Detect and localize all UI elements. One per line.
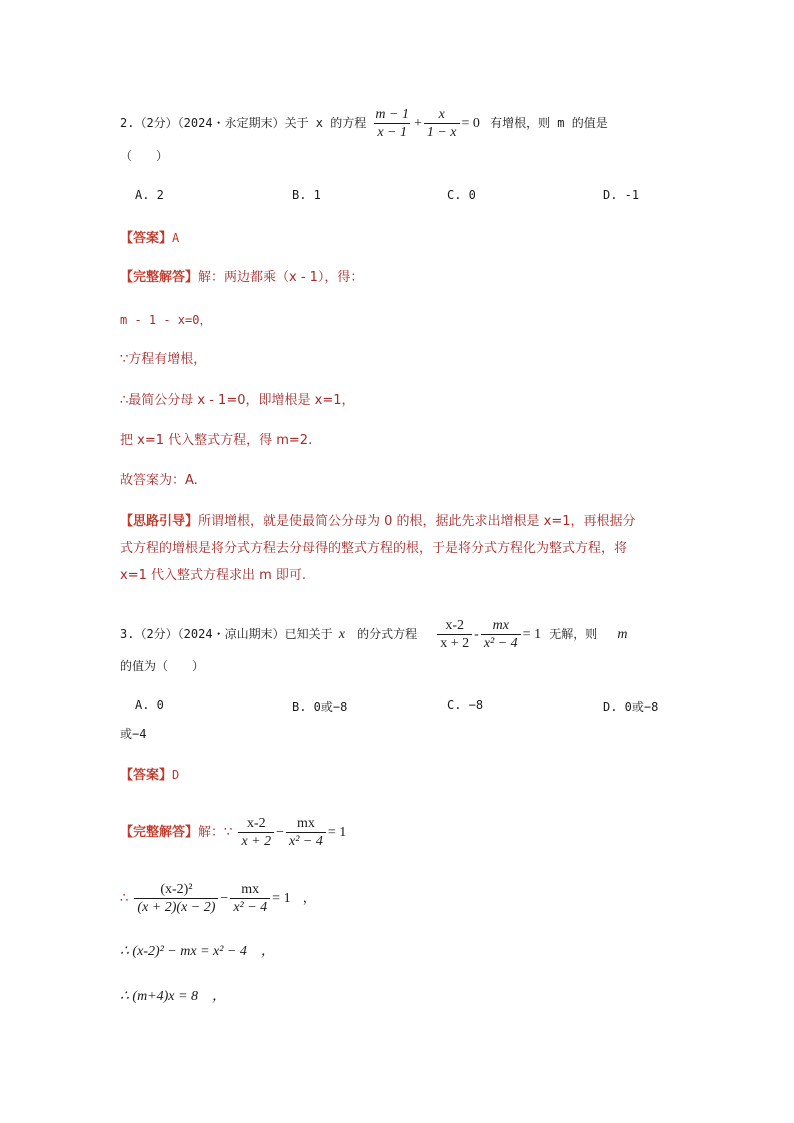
q3-sol-frac-2-num: mx	[297, 816, 315, 831]
q2-option-c: C. 0	[447, 188, 476, 202]
q2-solution-line-3: ∵方程有增根，	[120, 352, 207, 367]
q3-stem: 3.（2分）（2024・凉山期末）已知关于	[120, 627, 333, 641]
q3-s2-rhs: = 1	[272, 891, 291, 906]
q2-frac-1	[372, 106, 412, 141]
q3-answer-tag: 【答案】	[120, 768, 173, 783]
q3-op: -	[474, 627, 479, 642]
q3-option-c: C. −8	[447, 698, 484, 712]
q2-answer-tag: 【答案】	[120, 231, 173, 246]
q3-solution-start: 解：∵	[198, 825, 233, 840]
q3-s2-frac-1-num: (x-2)²	[160, 882, 193, 897]
q2-solution-tag: 【完整解答】	[120, 270, 199, 285]
q2-frac-1-num: m − 1	[375, 107, 409, 122]
q2-solution-line-2: m - 1 - x=0，	[120, 313, 212, 327]
q3-solution-line-3: ∴ (x-2)² − mx = x² − 4 ，	[120, 944, 275, 959]
q2-stem-line	[120, 106, 608, 141]
q2-option-d: D. -1	[603, 188, 640, 202]
q2-frac-2-den: 1 − x	[424, 123, 460, 141]
q2-solution-text-1: 解：两边都乘（x - 1），得：	[198, 270, 364, 285]
q3-answer-line	[120, 765, 179, 786]
q3-sol-frac-1	[238, 815, 274, 850]
q2-hint-line-3: x=1 代入整式方程求出 m 即可.	[120, 568, 307, 583]
q3-sol-frac-1-num: x-2	[246, 816, 266, 831]
q3-frac-2-den: x² − 4	[481, 634, 521, 652]
q3-frac-2-num: mx	[492, 618, 509, 633]
q3-solution-line-2	[120, 881, 316, 916]
q2-solution-line-5: 把 x=1 代入整式方程，得 m=2.	[120, 433, 313, 448]
q3-option-d: D. 0或−8	[603, 700, 659, 714]
q3-s2-frac-2-num: mx	[241, 882, 260, 897]
q3-solution-line-1	[120, 815, 346, 850]
q2-frac-1-den: x − 1	[374, 123, 410, 141]
q3-sol-op: −	[276, 825, 285, 840]
q3-sol-frac-2-den: x² − 4	[286, 832, 326, 850]
q3-frac-2	[481, 617, 521, 652]
q3-frac-1	[437, 617, 472, 652]
q3-var-m: m	[617, 627, 628, 642]
q2-op: +	[413, 116, 422, 131]
q3-option-b: B. 0或−8	[292, 700, 348, 714]
q3-s2-frac-2-den: x² − 4	[230, 898, 270, 916]
q2-solution-line-6: 故答案为：A.	[120, 473, 198, 488]
q2-answer: A	[172, 231, 180, 245]
q2-hint-line-1	[120, 512, 636, 532]
q3-s2-frac-1-den: (x + 2)(x − 2)	[134, 898, 218, 916]
q2-frac-2-num: x	[438, 107, 445, 122]
q2-stem: 2.（2分）（2024・永定期末）关于 x 的方程	[120, 116, 367, 130]
q3-frac-1-num: x-2	[445, 618, 465, 633]
q2-paren: （ ）	[120, 149, 169, 163]
q3-s2-suffix: ，	[302, 891, 316, 906]
q3-stem-line	[120, 617, 628, 652]
q3-s2-frac-1	[134, 881, 218, 916]
q3-rhs: = 1	[522, 627, 542, 642]
q2-tail: 有增根，则 m 的值是	[490, 116, 608, 130]
q2-solution-line-4: ∴最简公分母 x - 1=0，即增根是 x=1，	[120, 393, 355, 408]
q2-option-b: B. 1	[292, 188, 321, 202]
q3-option-a: A. 0	[135, 698, 164, 712]
q3-tail: 无解，则	[549, 627, 598, 641]
q2-hint-line-2: 式方程的增根是将分式方程去分母得的整式方程的根，于是将分式方程化为整式方程，将	[120, 541, 628, 556]
q3-solution-line-4: ∴ (m+4)x = 8 ，	[120, 989, 226, 1004]
q3-var-x: x	[338, 627, 345, 642]
q2-hint-text-1: 所谓增根，就是使最简公分母为 0 的根，据此先求出增根是 x=1，再根据分	[198, 514, 636, 529]
q3-solution-tag: 【完整解答】	[120, 825, 199, 840]
q2-answer-line	[120, 228, 179, 249]
q2-option-a: A. 2	[135, 188, 164, 202]
q2-hint-tag: 【思路引导】	[120, 514, 199, 529]
q3-s2-prefix: ∴	[120, 891, 129, 906]
q3-sol-frac-1-den: x + 2	[238, 832, 274, 850]
q3-sol-rhs: = 1	[327, 825, 347, 840]
q3-s2-frac-2	[230, 881, 270, 916]
q2-solution-line-1	[120, 268, 363, 288]
q2-rhs: = 0	[461, 116, 480, 131]
q3-stem-2: 的分式方程	[357, 627, 418, 641]
q2-frac-2	[424, 106, 460, 141]
q3-frac-1-den: x + 2	[437, 634, 472, 652]
q3-option-d-wrap: 或−4	[120, 727, 147, 741]
q3-sol-frac-2	[286, 815, 326, 850]
q3-line-2: 的值为（ ）	[120, 659, 205, 673]
q3-answer: D	[172, 768, 180, 782]
q3-s2-op: −	[220, 891, 229, 906]
